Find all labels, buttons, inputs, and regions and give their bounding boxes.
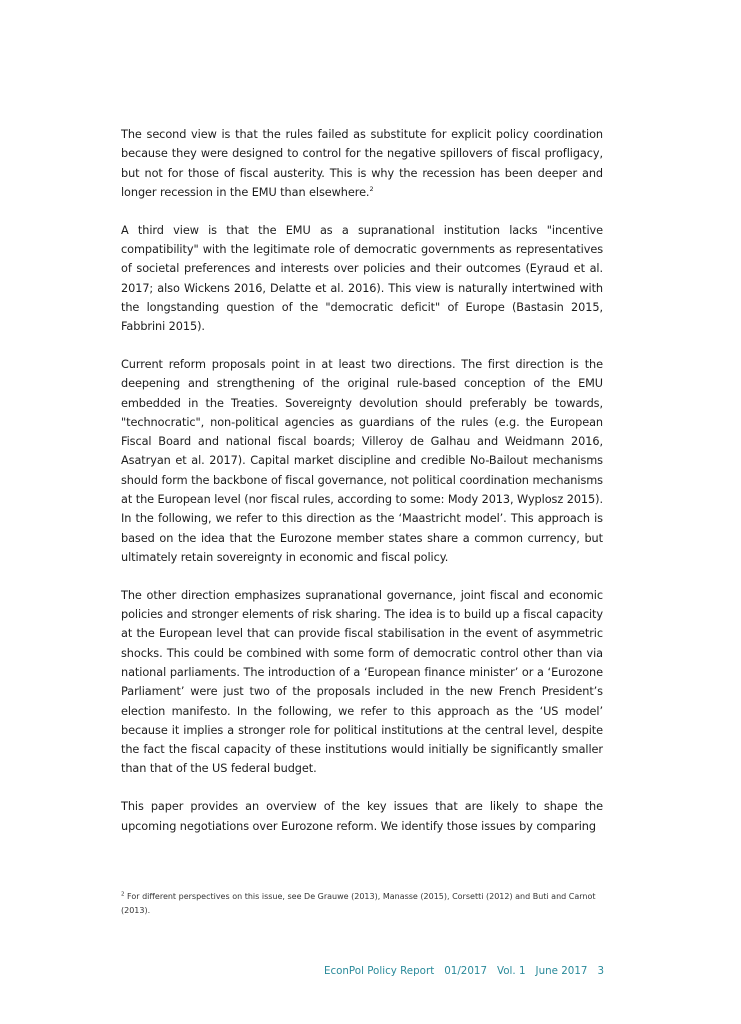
footer-volume: Vol. 1: [497, 965, 526, 977]
paragraph-text: Current reform proposals point in at least two directions. The first direction is the deepening and strengthening of the original rule-based conception of the EMU embedded in the Treaties. Sovereignty devolution should preferably be towards, "technocratic", non-political agencies as guardians of the rules (e.g. the European Fiscal Board and national fiscal boards; Villeroy de Galhau and Weidmann 2016, Asatryan et al. 2017). Capital market discipline and credible No-Bailout mechanisms should form the backbone of fiscal governance, not political coordination mechanisms at the European level (nor fiscal rules, according to some: Mody 2013, Wyplosz 2015). In the following, we refer to this direction as the ‘Maastricht model’. This approach is based on the idea that the Eurozone member states share a common currency, but ultimately retain sovereignty in economic and fiscal policy.: [121, 357, 603, 564]
footnote-mark: 2: [121, 891, 125, 898]
footnote-reference[interactable]: 2: [369, 185, 374, 194]
footer-date: June 2017: [535, 965, 588, 977]
paragraph-second-view: [121, 125, 603, 202]
paragraph-other-direction: [121, 586, 603, 779]
footnote: [121, 890, 603, 917]
paragraph-third-view: [121, 221, 603, 337]
paragraph-text: This paper provides an overview of the key issues that are likely to shape the upcoming negotiations over Eurozone reform. We identify those issues by comparing: [121, 800, 603, 833]
page-number: 3: [597, 965, 604, 977]
paragraph-reform-proposals: [121, 355, 603, 567]
paragraph-text: The other direction emphasizes supranational governance, joint fiscal and economic policies and stronger elements of risk sharing. The idea is to build up a fiscal capacity at the European level that can provide fiscal stabilisation in the event of asymmetric shocks. This could be combined with some form of democratic control other than via national parliaments. The introduction of a ‘European finance minister’ or a ‘Eurozone Parliament’ were just two of the proposals included in the new French President’s election manifesto. In the following, we refer to this approach as the ‘US model’ because it implies a stronger role for political institutions at the central level, despite the fact the fiscal capacity of these institutions would initially be significantly smaller than that of the US federal budget.: [121, 588, 603, 776]
paragraph-overview: [121, 797, 603, 836]
footer-publication: EconPol Policy Report: [323, 965, 435, 977]
page-footer: [300, 965, 604, 977]
footer-issue: 01/2017: [444, 965, 488, 977]
paragraph-text: The second view is that the rules failed as substitute for explicit policy coordination because they were designed to control for the negative spillovers of fiscal profligacy, but not for those of fiscal austerity. This is why the recession has been deeper and longer recession in the EMU than elsewhere.: [121, 128, 603, 199]
footnote-text: For different perspectives on this issue, see De Grauwe (2013), Manasse (2015), Corsetti (2012) and Buti and Carnot (2013).: [121, 892, 596, 915]
paragraph-text: A third view is that the EMU as a supranational institution lacks "incentive compatibility" with the legitimate role of democratic governments as representatives of societal preferences and interests over policies and their outcomes (Eyraud et al. 2017; also Wickens 2016, Delatte et al. 2016). This view is naturally intertwined with the longstanding question of the "democratic deficit" of Europe (Bastasin 2015, Fabbrini 2015).: [121, 223, 603, 334]
body-text: [121, 125, 603, 854]
